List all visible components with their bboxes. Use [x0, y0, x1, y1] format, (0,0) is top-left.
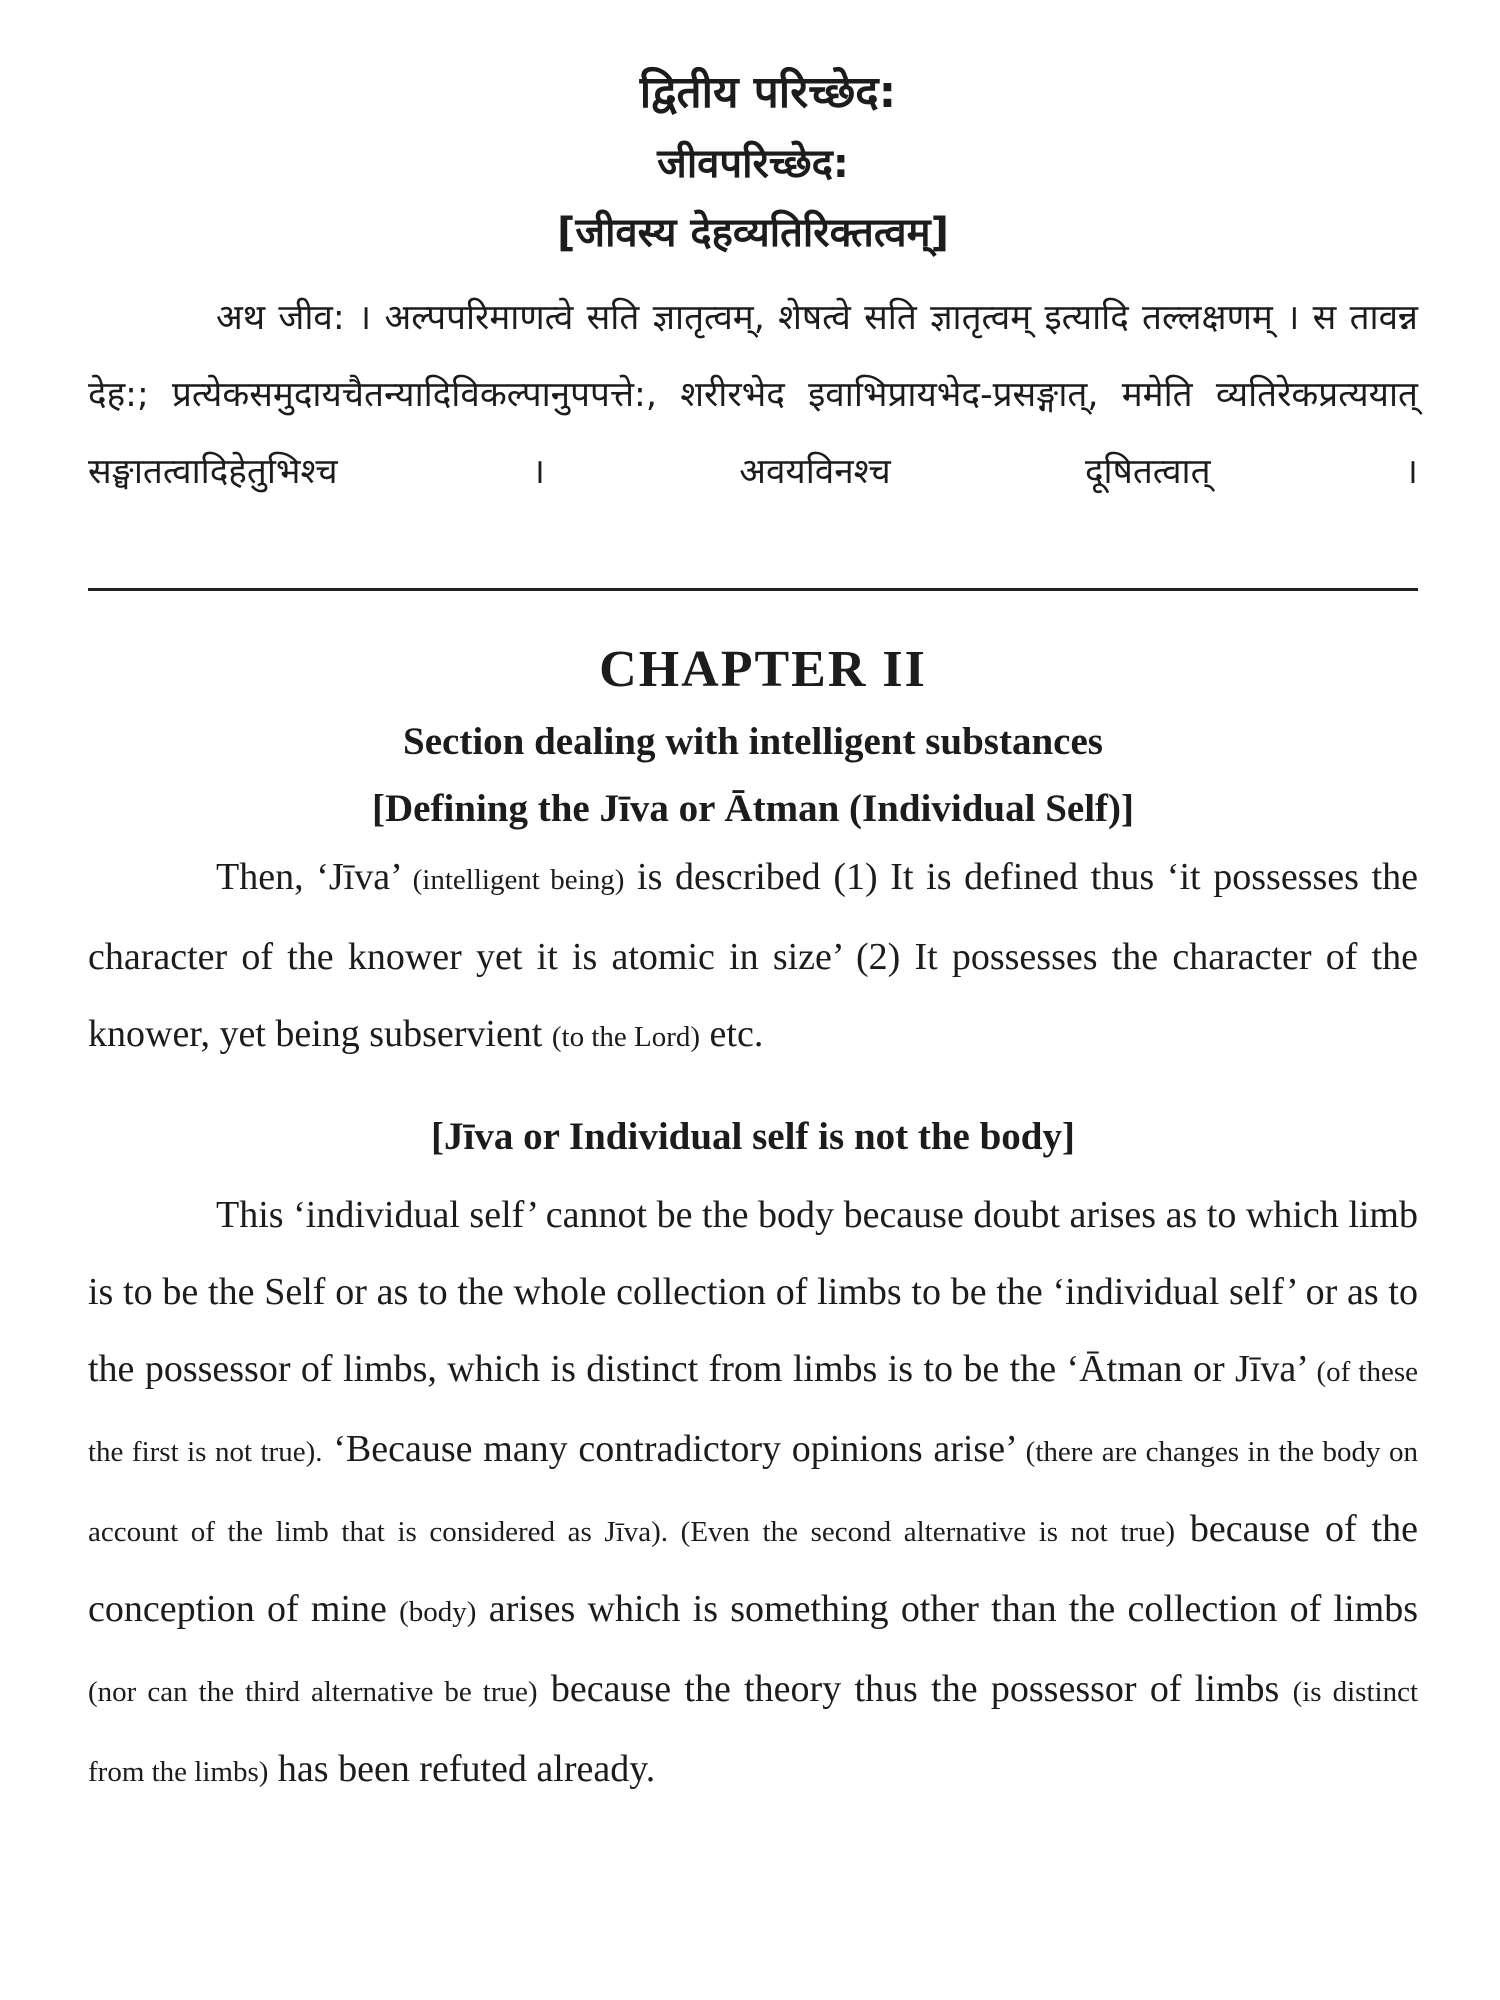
paragraph-self-not-body: This ‘individual self’ cannot be the body because doubt arises as to which limb is to be the Self or as to the whole collection of limbs to be the ‘individual self’ or as to the possessor of limbs, which is distinct from limbs is to be the ‘Ātman or Jīva’ (of these the first is not true). ‘Because many contradictory opinions arise’ (there are changes in the body on account of the limb that is considered as Jīva). (Even the second alternative is not true) because of the conception of mine (body) arises which is something other than the collection of limbs (nor can the third alternative be true) because the theory thus the possessor of limbs (is distinct from the limbs) has been refuted already. [88, 1194, 1418, 1790]
horizontal-divider [88, 588, 1418, 591]
chapter-heading: CHAPTER II [599, 641, 927, 698]
paragraph-jiva-definition: Then, ‘Jīva’ (intelligent being) is described (1) It is defined thus ‘it possesses the character of the knower yet it is atomic in size’ (2) It possesses the character of the knower, yet being subservient (to the Lord) etc. [88, 856, 1419, 1055]
sanskrit-section-title: जीवपरिच्छेद: [657, 141, 849, 187]
sanskrit-chapter-title: द्वितीय परिच्छेद: [639, 67, 897, 118]
section-heading: Section dealing with intelligent substances [403, 720, 1103, 763]
defining-heading: [Defining the Jīva or Ātman (Individual Self)] [372, 787, 1134, 830]
sanskrit-section [88, 60, 1418, 511]
sanskrit-topic-title: [जीवस्य देहव्यतिरिक्तत्वम्] [557, 210, 949, 256]
subheading-not-body: [Jīva or Individual self is not the body] [431, 1115, 1075, 1158]
english-section [88, 640, 1418, 1849]
sanskrit-paragraph-text: अथ जीव: । अल्पपरिमाणत्वे सति ज्ञातृत्वम्, शेषत्वे सति ज्ञातृत्वम् इत्यादि तल्लक्षणम् । स तावन्न देह:; प्रत्येकसमुदायचैतन्यादिविकल्पानुपपत्ते:, शरीरभेद इवाभिप्रायभेद-प्रसङ्गात्, ममेति व्यतिरेकप्रत्ययात् सङ्घातत्वादिहेतुभिश्च । अवयविनश्च दूषितत्वात् । [88, 298, 1418, 492]
sanskrit-paragraph [88, 280, 1418, 511]
